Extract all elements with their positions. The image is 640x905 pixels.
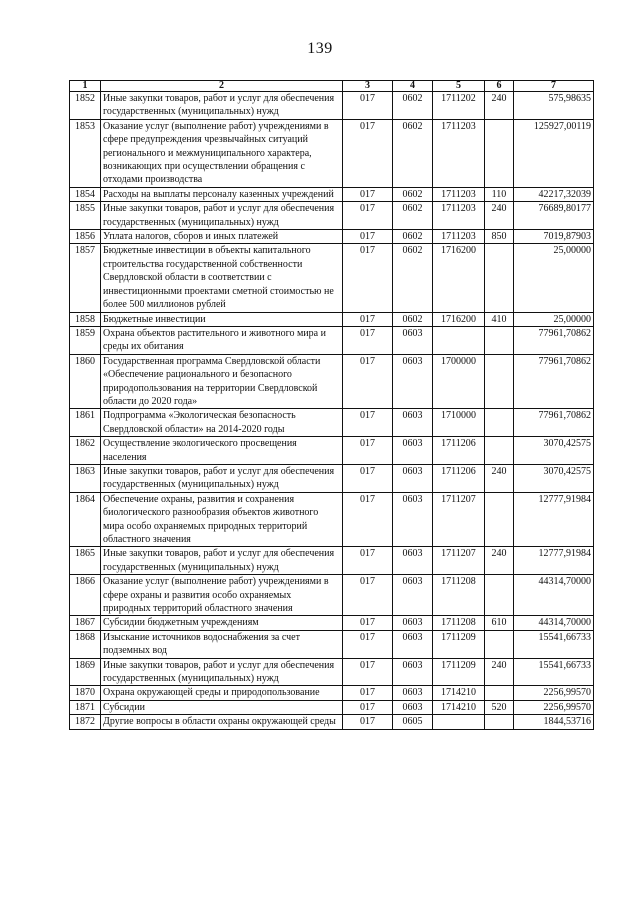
row-target-code: 1711207 — [433, 492, 485, 547]
row-section-code: 0603 — [393, 492, 433, 547]
row-number: 1858 — [70, 312, 101, 326]
row-expense-type — [485, 119, 514, 187]
row-admin-code: 017 — [343, 464, 393, 492]
row-number: 1853 — [70, 119, 101, 187]
budget-table — [69, 80, 594, 730]
row-expense-type: 850 — [485, 230, 514, 244]
row-target-code: 1711202 — [433, 92, 485, 120]
row-target-code: 1700000 — [433, 354, 485, 409]
row-amount: 25,00000 — [514, 244, 594, 312]
table-row — [70, 187, 594, 201]
row-number: 1862 — [70, 437, 101, 465]
row-amount: 42217,32039 — [514, 187, 594, 201]
row-name: Бюджетные инвестиции в объекты капитального строительства государственной собственности Свердловской области в соответствии с инвестиционными проектами сметной стоимостью не более 500 миллионов рублей — [101, 244, 343, 312]
row-name: Уплата налогов, сборов и иных платежей — [101, 230, 343, 244]
row-admin-code: 017 — [343, 715, 393, 729]
row-target-code: 1711206 — [433, 437, 485, 465]
table-row — [70, 464, 594, 492]
row-number: 1860 — [70, 354, 101, 409]
column-header-number: 1 — [70, 81, 101, 92]
row-expense-type — [485, 409, 514, 437]
row-amount: 7019,87903 — [514, 230, 594, 244]
row-section-code: 0603 — [393, 354, 433, 409]
row-target-code: 1711203 — [433, 119, 485, 187]
row-expense-type: 240 — [485, 547, 514, 575]
row-admin-code: 017 — [343, 630, 393, 658]
row-number: 1856 — [70, 230, 101, 244]
row-amount: 44314,70000 — [514, 575, 594, 616]
row-amount: 3070,42575 — [514, 464, 594, 492]
row-expense-type: 240 — [485, 658, 514, 686]
row-expense-type — [485, 326, 514, 354]
row-expense-type: 110 — [485, 187, 514, 201]
row-section-code: 0602 — [393, 312, 433, 326]
column-header-admin-code: 3 — [343, 81, 393, 92]
row-number: 1872 — [70, 715, 101, 729]
row-expense-type — [485, 354, 514, 409]
row-name: Бюджетные инвестиции — [101, 312, 343, 326]
row-target-code: 1714210 — [433, 686, 485, 700]
row-name: Оказание услуг (выполнение работ) учреждениями в сфере предупреждения чрезвычайных ситуаций регионального и межмуниципального характера, возникающих при осуществлении обращения с отходами производства — [101, 119, 343, 187]
row-admin-code: 017 — [343, 244, 393, 312]
row-name: Иные закупки товаров, работ и услуг для обеспечения государственных (муниципальных) нужд — [101, 658, 343, 686]
table-row — [70, 202, 594, 230]
table-row — [70, 492, 594, 547]
row-admin-code: 017 — [343, 616, 393, 630]
row-admin-code: 017 — [343, 700, 393, 714]
row-amount: 25,00000 — [514, 312, 594, 326]
table-row — [70, 616, 594, 630]
row-section-code: 0602 — [393, 92, 433, 120]
column-header-section-code: 4 — [393, 81, 433, 92]
row-number: 1867 — [70, 616, 101, 630]
row-target-code: 1711209 — [433, 658, 485, 686]
column-header-target-code: 5 — [433, 81, 485, 92]
table-row — [70, 244, 594, 312]
row-admin-code: 017 — [343, 187, 393, 201]
row-section-code: 0603 — [393, 630, 433, 658]
row-name: Иные закупки товаров, работ и услуг для обеспечения государственных (муниципальных) нужд — [101, 547, 343, 575]
row-admin-code: 017 — [343, 575, 393, 616]
table-row — [70, 575, 594, 616]
table-row — [70, 700, 594, 714]
row-amount: 77961,70862 — [514, 354, 594, 409]
column-header-name: 2 — [101, 81, 343, 92]
row-expense-type — [485, 630, 514, 658]
table-body — [70, 92, 594, 730]
row-number: 1869 — [70, 658, 101, 686]
table-row — [70, 92, 594, 120]
row-expense-type: 410 — [485, 312, 514, 326]
row-number: 1871 — [70, 700, 101, 714]
row-target-code: 1711206 — [433, 464, 485, 492]
row-target-code: 1714210 — [433, 700, 485, 714]
row-amount: 77961,70862 — [514, 326, 594, 354]
row-number: 1870 — [70, 686, 101, 700]
table-row — [70, 312, 594, 326]
row-name: Иные закупки товаров, работ и услуг для обеспечения государственных (муниципальных) нужд — [101, 92, 343, 120]
row-admin-code: 017 — [343, 312, 393, 326]
row-name: Обеспечение охраны, развития и сохранения биологического разнообразия объектов животного мира особо охраняемых природных территорий областного значения — [101, 492, 343, 547]
row-admin-code: 017 — [343, 326, 393, 354]
row-amount: 44314,70000 — [514, 616, 594, 630]
row-section-code: 0602 — [393, 244, 433, 312]
row-amount: 12777,91984 — [514, 547, 594, 575]
row-target-code — [433, 326, 485, 354]
header-row — [70, 81, 594, 92]
table-row — [70, 630, 594, 658]
row-target-code: 1711203 — [433, 202, 485, 230]
row-name: Иные закупки товаров, работ и услуг для обеспечения государственных (муниципальных) нужд — [101, 464, 343, 492]
column-header-amount: 7 — [514, 81, 594, 92]
row-amount: 12777,91984 — [514, 492, 594, 547]
row-section-code: 0603 — [393, 437, 433, 465]
row-section-code: 0602 — [393, 187, 433, 201]
row-expense-type: 240 — [485, 202, 514, 230]
row-section-code: 0602 — [393, 202, 433, 230]
row-section-code: 0603 — [393, 409, 433, 437]
row-expense-type — [485, 437, 514, 465]
row-number: 1864 — [70, 492, 101, 547]
row-name: Оказание услуг (выполнение работ) учреждениями в сфере охраны и развития особо охраняемых природных территорий областного значения — [101, 575, 343, 616]
row-expense-type: 520 — [485, 700, 514, 714]
table-row — [70, 686, 594, 700]
row-name: Охрана объектов растительного и животного мира и среды их обитания — [101, 326, 343, 354]
row-amount: 125927,00119 — [514, 119, 594, 187]
table-row — [70, 547, 594, 575]
table-row — [70, 230, 594, 244]
row-section-code: 0603 — [393, 575, 433, 616]
row-expense-type — [485, 575, 514, 616]
row-admin-code: 017 — [343, 409, 393, 437]
row-amount: 1844,53716 — [514, 715, 594, 729]
row-name: Государственная программа Свердловской области «Обеспечение рационального и безопасного природопользования на территории Свердловской области до 2020 года» — [101, 354, 343, 409]
row-amount: 2256,99570 — [514, 686, 594, 700]
table-row — [70, 437, 594, 465]
row-section-code: 0605 — [393, 715, 433, 729]
row-amount: 15541,66733 — [514, 630, 594, 658]
row-name: Другие вопросы в области охраны окружающей среды — [101, 715, 343, 729]
row-name: Субсидии бюджетным учреждениям — [101, 616, 343, 630]
row-admin-code: 017 — [343, 686, 393, 700]
row-admin-code: 017 — [343, 354, 393, 409]
row-number: 1861 — [70, 409, 101, 437]
row-expense-type — [485, 686, 514, 700]
row-admin-code: 017 — [343, 547, 393, 575]
column-header-expense-type: 6 — [485, 81, 514, 92]
row-expense-type — [485, 244, 514, 312]
row-admin-code: 017 — [343, 202, 393, 230]
row-target-code: 1711203 — [433, 230, 485, 244]
row-target-code: 1710000 — [433, 409, 485, 437]
table-row — [70, 658, 594, 686]
row-section-code: 0603 — [393, 700, 433, 714]
table-row — [70, 119, 594, 187]
row-number: 1859 — [70, 326, 101, 354]
page-number: 139 — [307, 40, 333, 57]
row-number: 1855 — [70, 202, 101, 230]
row-number: 1857 — [70, 244, 101, 312]
row-target-code: 1711207 — [433, 547, 485, 575]
row-admin-code: 017 — [343, 492, 393, 547]
row-admin-code: 017 — [343, 658, 393, 686]
table-row — [70, 326, 594, 354]
row-section-code: 0603 — [393, 547, 433, 575]
row-target-code: 1716200 — [433, 244, 485, 312]
row-section-code: 0602 — [393, 119, 433, 187]
row-expense-type — [485, 492, 514, 547]
row-expense-type — [485, 715, 514, 729]
row-target-code: 1711203 — [433, 187, 485, 201]
row-name: Иные закупки товаров, работ и услуг для обеспечения государственных (муниципальных) нужд — [101, 202, 343, 230]
row-amount: 76689,80177 — [514, 202, 594, 230]
row-target-code: 1711208 — [433, 575, 485, 616]
row-number: 1854 — [70, 187, 101, 201]
row-number: 1865 — [70, 547, 101, 575]
table-row — [70, 354, 594, 409]
row-admin-code: 017 — [343, 437, 393, 465]
row-section-code: 0603 — [393, 658, 433, 686]
row-number: 1852 — [70, 92, 101, 120]
table-row — [70, 409, 594, 437]
row-admin-code: 017 — [343, 92, 393, 120]
row-name: Субсидии — [101, 700, 343, 714]
row-name: Охрана окружающей среды и природопользование — [101, 686, 343, 700]
row-section-code: 0603 — [393, 464, 433, 492]
row-expense-type: 610 — [485, 616, 514, 630]
row-target-code: 1711209 — [433, 630, 485, 658]
row-number: 1863 — [70, 464, 101, 492]
row-name: Осуществление экологического просвещения населения — [101, 437, 343, 465]
row-name: Расходы на выплаты персоналу казенных учреждений — [101, 187, 343, 201]
row-section-code: 0603 — [393, 616, 433, 630]
row-admin-code: 017 — [343, 119, 393, 187]
row-amount: 15541,66733 — [514, 658, 594, 686]
table-row — [70, 715, 594, 729]
row-target-code: 1711208 — [433, 616, 485, 630]
row-number: 1868 — [70, 630, 101, 658]
row-number: 1866 — [70, 575, 101, 616]
row-admin-code: 017 — [343, 230, 393, 244]
row-amount: 3070,42575 — [514, 437, 594, 465]
row-target-code — [433, 715, 485, 729]
row-amount: 575,98635 — [514, 92, 594, 120]
row-section-code: 0603 — [393, 326, 433, 354]
row-name: Подпрограмма «Экологическая безопасность Свердловской области» на 2014-2020 годы — [101, 409, 343, 437]
row-section-code: 0603 — [393, 686, 433, 700]
row-target-code: 1716200 — [433, 312, 485, 326]
row-expense-type: 240 — [485, 92, 514, 120]
row-section-code: 0602 — [393, 230, 433, 244]
row-amount: 2256,99570 — [514, 700, 594, 714]
row-expense-type: 240 — [485, 464, 514, 492]
row-name: Изыскание источников водоснабжения за счет подземных вод — [101, 630, 343, 658]
row-amount: 77961,70862 — [514, 409, 594, 437]
